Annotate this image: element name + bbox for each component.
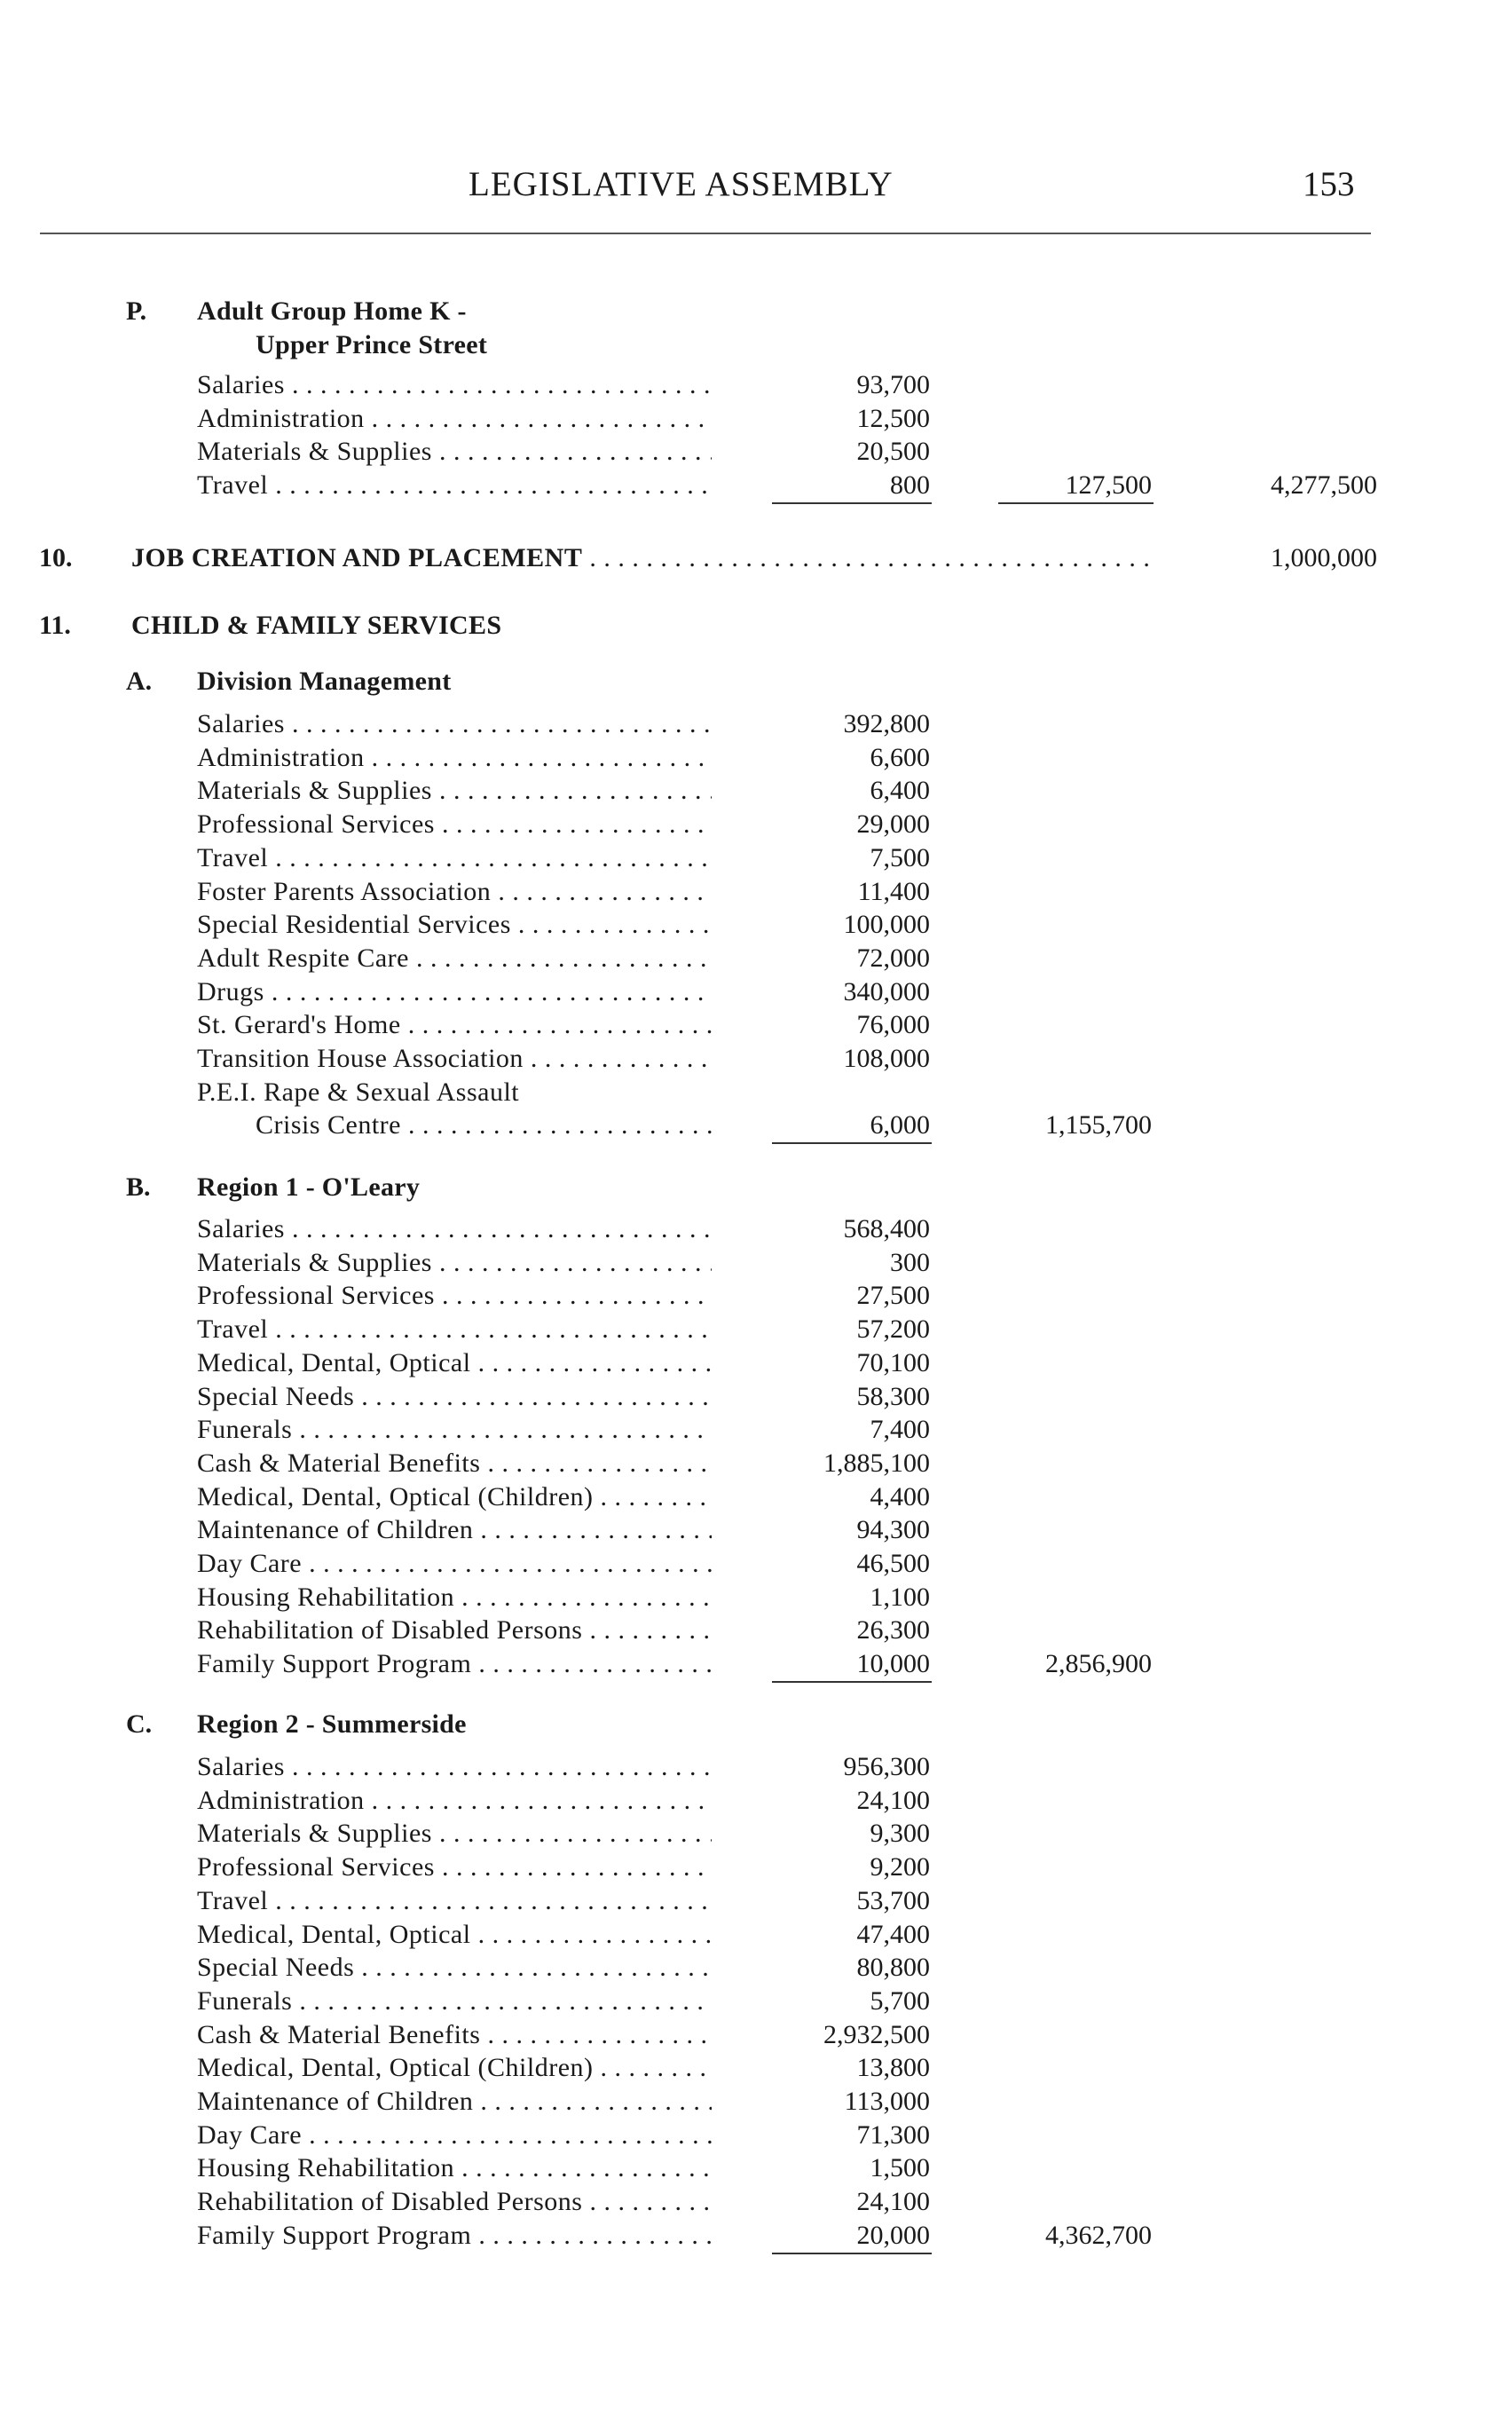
line-item-label: Special Needs . . . <box>197 1380 712 1414</box>
line-item-label: Medical, Dental, Optical (Children) . . . <box>197 1480 712 1514</box>
line-item-amount: 10,000 <box>856 1649 930 1679</box>
line-item-label: Salaries . . . <box>197 707 712 741</box>
line-item-amount: 71,300 <box>856 2119 930 2150</box>
line-item <box>0 908 1512 942</box>
line-item <box>0 1513 1512 1547</box>
line-item-label: Funerals . . . <box>197 1413 712 1447</box>
line-item-amount: 300 <box>890 1247 930 1277</box>
line-item-amount: 12,500 <box>856 403 930 433</box>
line-item <box>0 1918 1512 1952</box>
line-item <box>0 942 1512 975</box>
line-item-label: Travel . . . <box>197 1884 712 1918</box>
line-item-label: Professional Services . . . <box>197 1851 712 1884</box>
line-item-label: Administration . . . <box>197 402 712 436</box>
line-item-amount: 800 <box>890 470 930 501</box>
line-item <box>0 368 1512 402</box>
line-item-label: Professional Services . . . <box>197 1279 712 1313</box>
line-item-amount: 24,100 <box>856 1785 930 1815</box>
line-item-label: Adult Respite Care . . . <box>197 942 712 975</box>
section-letter: B. <box>126 1172 151 1202</box>
line-item-label: Cash & Material Benefits . . . <box>197 1447 712 1480</box>
line-item-label: Housing Rehabilitation . . . <box>197 1581 712 1614</box>
line-item <box>0 2051 1512 2085</box>
line-item <box>0 841 1512 875</box>
item-11-row <box>0 609 1512 643</box>
line-item-label: Travel . . . <box>197 469 712 502</box>
line-item-amount: 53,700 <box>856 1885 930 1915</box>
line-item-label: Medical, Dental, Optical (Children) . . . <box>197 2051 712 2085</box>
line-item-amount: 72,000 <box>856 943 930 973</box>
line-item-label: Family Support Program . . . <box>197 1647 712 1681</box>
section-subtotal: 2,856,900 <box>1045 1649 1152 1679</box>
section-title-continued: Upper Prince Street <box>256 330 488 359</box>
page-number: 153 <box>1303 165 1355 203</box>
line-item-amount: 7,400 <box>870 1415 930 1445</box>
line-item-label: Medical, Dental, Optical . . . <box>197 1346 712 1380</box>
line-item-label: Administration . . . <box>197 1784 712 1818</box>
line-item-amount: 5,700 <box>870 1985 930 2016</box>
section-title: Division Management <box>197 667 452 696</box>
line-item <box>0 1480 1512 1514</box>
item-total: 1,000,000 <box>1271 543 1377 572</box>
line-item-label: Materials & Supplies . . . <box>197 774 712 808</box>
line-item-amount: 80,800 <box>856 1953 930 1983</box>
line-item-amount: 24,100 <box>856 2187 930 2217</box>
line-item <box>0 975 1512 1009</box>
line-item <box>0 1884 1512 1918</box>
line-item-label: Cash & Material Benefits . . . <box>197 2018 712 2052</box>
section-subtotal: 4,362,700 <box>1045 2220 1152 2250</box>
line-item-label: Day Care . . . <box>197 1547 712 1581</box>
section-title: Region 2 - Summerside <box>197 1709 467 1739</box>
line-item-amount: 1,885,100 <box>823 1448 930 1478</box>
amount-underline <box>772 1142 932 1144</box>
line-item-label: Maintenance of Children . . . <box>197 1513 712 1547</box>
section-subtotal: 1,155,700 <box>1045 1110 1152 1140</box>
line-item-label: Special Residential Services . . . <box>197 908 712 942</box>
line-item <box>0 1547 1512 1581</box>
section-b-heading <box>0 1171 1512 1204</box>
line-item-label: Family Support Program . . . <box>197 2219 712 2253</box>
line-item-amount: 7,500 <box>870 842 930 872</box>
line-item-label: Special Needs . . . <box>197 1951 712 1985</box>
line-item <box>0 875 1512 909</box>
line-item-amount: 4,400 <box>870 1481 930 1511</box>
line-item <box>0 435 1512 469</box>
line-item-amount: 100,000 <box>843 910 930 940</box>
line-item-amount: 47,400 <box>856 1919 930 1949</box>
line-item-amount: 11,400 <box>857 876 930 906</box>
line-item-amount: 956,300 <box>843 1752 930 1781</box>
line-item <box>0 2119 1512 2152</box>
line-item-amount: 6,400 <box>870 776 930 806</box>
line-item-amount: 13,800 <box>856 2053 930 2083</box>
line-item <box>0 469 1512 502</box>
section-title: Region 1 - O'Leary <box>197 1172 421 1202</box>
line-item-continued <box>0 1109 1512 1142</box>
line-item-amount: 29,000 <box>856 809 930 840</box>
line-item-label: Professional Services . . . <box>197 808 712 841</box>
line-item-label: Medical, Dental, Optical . . . <box>197 1918 712 1952</box>
line-item-amount: 1,100 <box>870 1582 930 1612</box>
line-item-amount: 108,000 <box>843 1044 930 1073</box>
section-letter: P. <box>126 296 147 326</box>
line-item <box>0 1985 1512 2018</box>
line-item-label: Drugs . . . <box>197 975 712 1009</box>
line-item <box>0 402 1512 436</box>
line-item-label: Salaries . . . <box>197 368 712 402</box>
line-item-label: Materials & Supplies . . . <box>197 1246 712 1280</box>
item-label: CHILD & FAMILY SERVICES <box>131 611 502 640</box>
line-item <box>0 1647 1512 1681</box>
line-item-label: Crisis Centre . . . <box>256 1109 712 1142</box>
section-letter: A. <box>126 667 153 696</box>
line-item <box>0 1212 1512 1246</box>
line-item <box>0 1246 1512 1280</box>
section-p-heading <box>0 295 1512 328</box>
line-item <box>0 1380 1512 1414</box>
line-item-label: Maintenance of Children . . . <box>197 2085 712 2119</box>
line-item <box>0 1413 1512 1447</box>
line-item-amount: 57,200 <box>856 1314 930 1345</box>
line-item-label: Salaries . . . <box>197 1212 712 1246</box>
line-item <box>0 2018 1512 2052</box>
line-item-amount: 27,500 <box>856 1281 930 1311</box>
line-item-label: Salaries . . . <box>197 1750 712 1784</box>
line-item-amount: 20,000 <box>856 2220 930 2250</box>
line-item <box>0 2219 1512 2253</box>
line-item <box>0 1750 1512 1784</box>
section-title: Adult Group Home K - <box>197 296 467 326</box>
line-item-label: Foster Parents Association . . . <box>197 875 712 909</box>
line-item-amount: 6,000 <box>870 1110 930 1140</box>
line-item-amount: 340,000 <box>843 976 930 1006</box>
item-10-row <box>0 541 1512 575</box>
line-item-label: Housing Rehabilitation . . . <box>197 2151 712 2185</box>
line-item <box>0 1817 1512 1851</box>
line-item <box>0 1581 1512 1614</box>
line-item <box>0 1851 1512 1884</box>
line-item-label: Rehabilitation of Disabled Persons . . . <box>197 1614 712 1647</box>
section-p-heading-line2 <box>0 328 1512 362</box>
page-title: LEGISLATIVE ASSEMBLY <box>469 165 894 203</box>
amount-underline <box>772 502 932 504</box>
line-item <box>0 1008 1512 1042</box>
line-item-label: Travel . . . <box>197 841 712 875</box>
line-item <box>0 707 1512 741</box>
section-letter: C. <box>126 1709 153 1739</box>
line-item <box>0 1279 1512 1313</box>
line-item <box>0 2185 1512 2219</box>
item-number: 11. <box>39 611 71 640</box>
line-item-amount: 6,600 <box>870 742 930 772</box>
line-item-label: Day Care . . . <box>197 2119 712 2152</box>
line-item <box>0 774 1512 808</box>
line-item-label: Travel . . . <box>197 1313 712 1346</box>
line-item <box>0 2085 1512 2119</box>
item-number: 10. <box>39 543 73 572</box>
line-item <box>0 1346 1512 1380</box>
line-item <box>0 808 1512 841</box>
section-subtotal: 127,500 <box>1065 470 1152 501</box>
line-item-amount: 568,400 <box>843 1214 930 1243</box>
line-item-label: St. Gerard's Home . . . <box>197 1008 712 1042</box>
page-header <box>0 164 1512 209</box>
item-label: JOB CREATION AND PLACEMENT . . . <box>131 541 1152 575</box>
line-item <box>0 1313 1512 1346</box>
line-item-label: Materials & Supplies . . . <box>197 435 712 469</box>
line-item-amount: 93,700 <box>856 370 930 399</box>
line-item <box>0 2151 1512 2185</box>
line-item-amount: 26,300 <box>856 1615 930 1646</box>
line-item <box>0 1951 1512 1985</box>
line-item-label: Transition House Association . . . <box>197 1042 712 1076</box>
line-item-label: Administration . . . <box>197 741 712 775</box>
line-item-amount: 9,200 <box>870 1852 930 1882</box>
line-item <box>0 1784 1512 1818</box>
line-item-amount: 9,300 <box>870 1819 930 1849</box>
line-item-amount: 1,500 <box>870 2153 930 2183</box>
line-item-label: P.E.I. Rape & Sexual Assault <box>197 1077 520 1107</box>
line-item-amount: 392,800 <box>843 709 930 738</box>
line-item <box>0 1447 1512 1480</box>
header-rule <box>40 233 1371 234</box>
line-item-amount: 46,500 <box>856 1549 930 1578</box>
line-item-amount: 20,500 <box>856 437 930 467</box>
line-item-label: Materials & Supplies . . . <box>197 1817 712 1851</box>
amount-underline <box>772 2253 932 2254</box>
line-item <box>0 1042 1512 1076</box>
line-item-amount: 76,000 <box>856 1010 930 1040</box>
section-c-heading <box>0 1708 1512 1741</box>
line-item-amount: 113,000 <box>844 2087 930 2116</box>
line-item-amount: 94,300 <box>856 1515 930 1545</box>
subtotal-underline <box>998 502 1154 504</box>
line-item-amount: 58,300 <box>856 1381 930 1411</box>
line-item <box>0 741 1512 775</box>
line-item-label: Funerals . . . <box>197 1985 712 2018</box>
line-item-amount: 2,932,500 <box>823 2019 930 2049</box>
line-item <box>0 1076 1512 1109</box>
line-item-amount: 70,100 <box>856 1347 930 1377</box>
section-a-heading <box>0 665 1512 698</box>
line-item <box>0 1614 1512 1647</box>
amount-underline <box>772 1681 932 1683</box>
line-item-label: Rehabilitation of Disabled Persons . . . <box>197 2185 712 2219</box>
section-total: 4,277,500 <box>1271 470 1377 501</box>
